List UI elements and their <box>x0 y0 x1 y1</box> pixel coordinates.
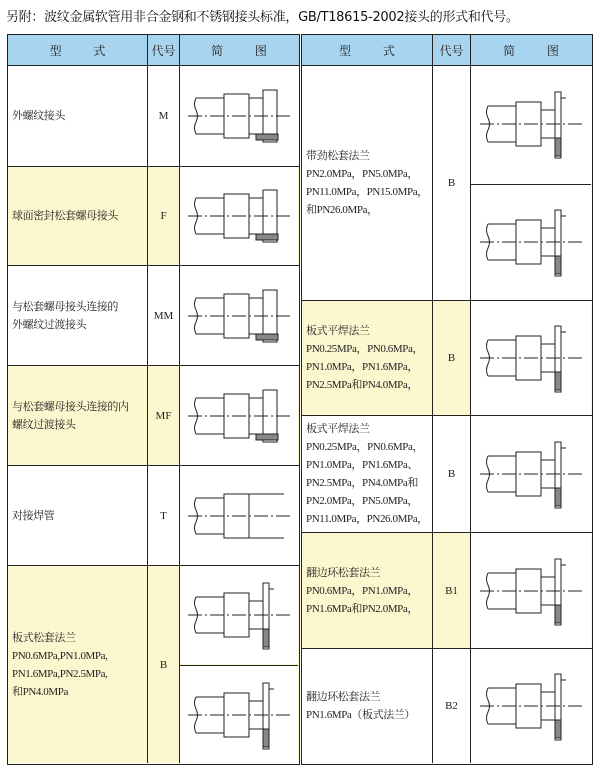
loose-flange-welded-drawing <box>180 665 298 763</box>
plate-weld-flange-drawing <box>471 301 591 415</box>
code-cell: MF <box>148 366 180 465</box>
type-text: PN1.0MPa，PN1.6MPa， <box>306 361 418 373</box>
type-text: PN2.0MPa，PN5.0MPa， <box>306 495 418 507</box>
type-text: PN0.25MPa，PN0.6MPa， <box>306 441 424 453</box>
type-cell <box>302 533 433 648</box>
right-table <box>301 34 593 765</box>
male-adapter-drawing <box>180 266 298 365</box>
table-row <box>302 415 592 532</box>
type-text: PN0.6MPa，PN1.0MPa， <box>306 584 418 597</box>
table-row <box>8 265 299 365</box>
type-cell <box>8 566 148 763</box>
header-diagram: 简 图 <box>503 43 559 58</box>
type-text: 与松套螺母接头连接的内 <box>12 400 129 413</box>
type-cell <box>8 466 148 565</box>
table-row <box>8 65 299 166</box>
type-cell <box>302 66 433 300</box>
neck-loose-flange-drawing <box>471 66 591 183</box>
type-text: 外螺纹过渡接头 <box>12 318 87 331</box>
type-cell <box>8 66 148 166</box>
table-row <box>8 565 299 763</box>
header-code: 代号 <box>148 35 180 65</box>
type-text: 板式平焊法兰 <box>306 423 370 435</box>
type-text: 球面密封松套螺母接头 <box>12 210 118 222</box>
header-row <box>8 35 299 65</box>
code-cell: B2 <box>433 649 471 763</box>
table-row <box>8 365 299 465</box>
type-text: 与松套螺母接头连接的 <box>12 300 118 313</box>
left-table <box>7 34 300 765</box>
plate-weld-flange-alt-drawing <box>471 416 591 532</box>
table-row <box>302 532 592 648</box>
header-code: 代号 <box>433 35 471 65</box>
type-text: PN0.6MPa,PN1.0MPa, <box>12 649 108 662</box>
code-cell: B1 <box>433 533 471 648</box>
female-adapter-drawing <box>180 366 298 465</box>
type-text: 和PN26.0MPa， <box>306 204 378 216</box>
type-text: 对接焊管 <box>12 509 55 522</box>
header-type: 型 式 <box>8 35 148 65</box>
code-cell: B <box>433 416 471 532</box>
header-type: 型 式 <box>302 35 433 65</box>
type-text: 板式松套法兰 <box>12 631 76 644</box>
code-cell: MM <box>148 266 180 365</box>
type-text: 翻边环松套法兰 <box>306 691 381 703</box>
page-title: 另附：波纹金属软管用非合金钢和不锈钢接头标准，GB/T18615-2002接头的形式和代号。 <box>6 10 519 25</box>
type-text: PN1.6MPa和PN2.0MPa， <box>306 602 418 615</box>
flared-ring-plate-flange-drawing <box>471 649 591 763</box>
neck-loose-flange-welded-drawing <box>471 184 591 301</box>
code-cell: M <box>148 66 180 166</box>
spherical-seal-nut-drawing <box>180 167 298 265</box>
type-text: PN11.0MPa，PN15.0MPa， <box>306 186 428 198</box>
type-text: PN1.6MPa,PN2.5MPa, <box>12 667 108 680</box>
type-text: PN0.25MPa，PN0.6MPa， <box>306 343 424 355</box>
type-text: 外螺纹接头 <box>12 110 65 122</box>
header-row <box>302 35 592 65</box>
type-text: PN2.0MPa，PN5.0MPa， <box>306 168 418 180</box>
type-text: 螺纹过渡接头 <box>12 418 76 431</box>
type-text: PN2.5MPa和PN4.0MPa， <box>306 379 418 391</box>
type-text: PN11.0MPa，PN26.0MPa， <box>306 513 428 525</box>
type-text: PN1.0MPa，PN1.6MPa、 <box>306 459 418 471</box>
type-cell <box>8 266 148 365</box>
type-text: PN1.6MPa（板式法兰） <box>306 709 415 721</box>
code-cell: B <box>433 66 471 300</box>
code-cell: T <box>148 466 180 565</box>
type-cell <box>8 167 148 265</box>
table-row <box>302 65 592 300</box>
table-row <box>302 300 592 415</box>
code-cell: B <box>148 566 180 763</box>
male-thread-fitting-drawing <box>180 66 298 166</box>
flared-ring-flange-drawing <box>471 533 591 648</box>
table-row <box>8 166 299 265</box>
type-cell <box>302 416 433 532</box>
loose-flange-drawing <box>180 566 298 664</box>
type-text: 翻边环松套法兰 <box>306 566 381 579</box>
table-row <box>302 648 592 763</box>
butt-weld-pipe-drawing <box>180 466 298 565</box>
type-text: 带劲松套法兰 <box>306 150 370 162</box>
header-diagram: 简 图 <box>211 43 267 58</box>
type-text: 板式平焊法兰 <box>306 325 370 337</box>
code-cell: F <box>148 167 180 265</box>
type-cell <box>302 301 433 415</box>
type-cell <box>8 366 148 465</box>
code-cell: B <box>433 301 471 415</box>
type-cell <box>302 649 433 763</box>
table-row <box>8 465 299 565</box>
type-text: PN2.5MPa，PN4.0MPa和 <box>306 477 418 489</box>
type-text: 和PN4.0MPa <box>12 685 68 698</box>
